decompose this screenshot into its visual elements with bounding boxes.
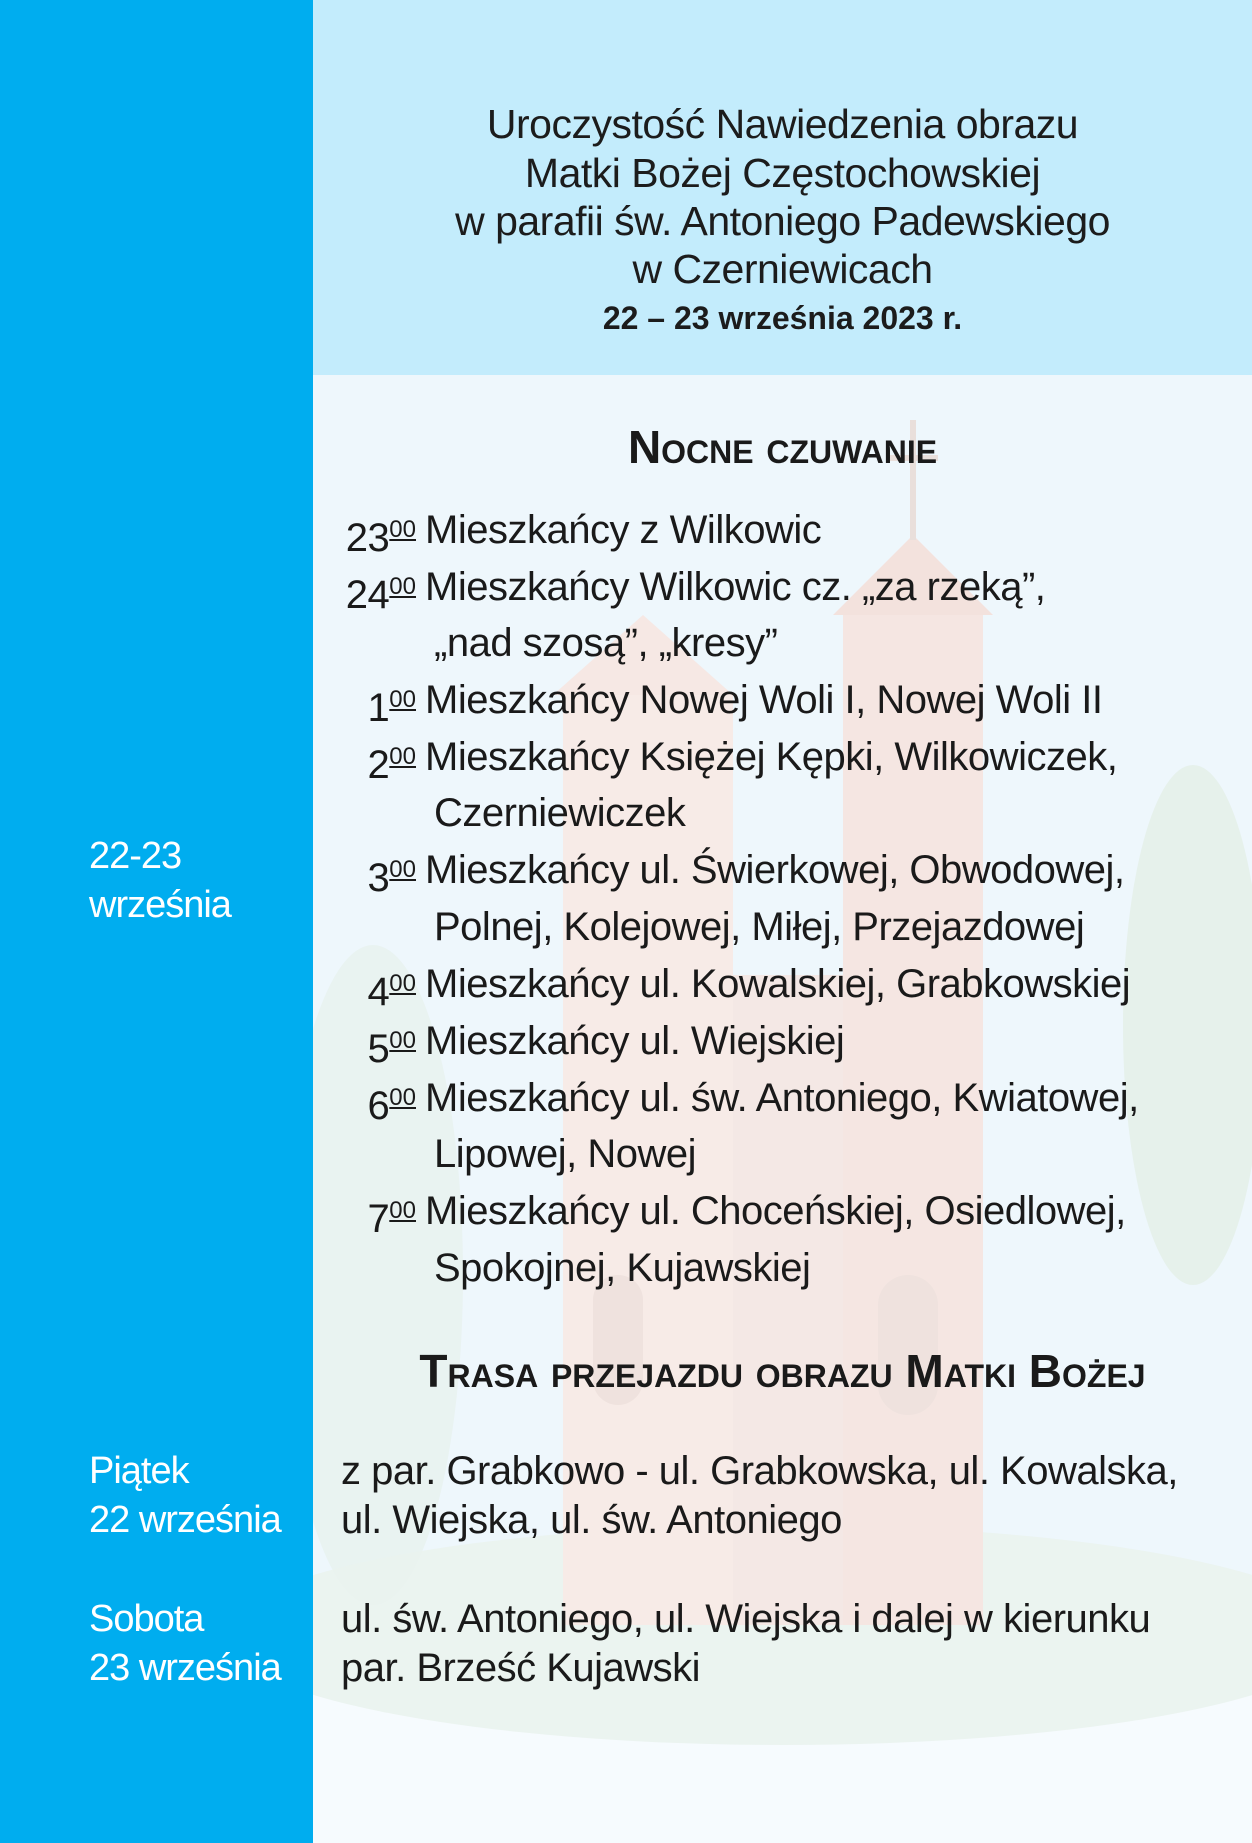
saturday-day: Sobota: [89, 1598, 204, 1640]
vigil-time: $3^{00}$: [367, 856, 416, 900]
header-date: 22 – 23 września 2023 r.: [602, 300, 963, 336]
vigil-item: [313, 502, 1252, 558]
route-saturday: [341, 1595, 1150, 1693]
vigil-text: Mieszkańcy ul. Choceńskiej, Osiedlowej,: [425, 1189, 1126, 1233]
vigil-time: $2^{00}$: [367, 743, 416, 787]
header-line-4: w Czerniewicach: [632, 246, 933, 292]
vigil-date-label: [89, 832, 231, 930]
saturday-date: 23 września: [89, 1647, 281, 1689]
header-line-3: w parafii św. Antoniego Padewskiego: [455, 198, 1110, 244]
vigil-time: $1^{00}$: [367, 686, 416, 730]
vigil-text: Mieszkańcy ul. Kowalskiej, Grabkowskiej: [425, 962, 1131, 1006]
vigil-text-continued: Polnej, Kolejowej, Miłej, Przejazdowej: [434, 905, 1085, 949]
vigil-item: [313, 1013, 1252, 1069]
vigil-text: Mieszkańcy Wilkowic cz. „za rzeką”,: [425, 565, 1046, 609]
vigil-text: Mieszkańcy ul. Wiejskiej: [425, 1019, 845, 1063]
header-line-1: Uroczystość Nawiedzenia obrazu: [486, 101, 1079, 147]
route-friday-line-2: ul. Wiejska, ul. św. Antoniego: [341, 1498, 842, 1542]
vigil-text: Mieszkańcy z Wilkowic: [425, 508, 822, 552]
vigil-text: Mieszkańcy Nowej Woli I, Nowej Woli II: [425, 678, 1103, 722]
vigil-text-continued: Spokojnej, Kujawskiej: [434, 1246, 811, 1290]
route-saturday-line-2: par. Brześć Kujawski: [341, 1646, 701, 1690]
vigil-text-continued: „nad szosą”, „kresy”: [434, 621, 778, 665]
vigil-time: $7^{00}$: [367, 1197, 416, 1241]
vigil-text-continued: Czerniewiczek: [434, 791, 686, 835]
header-line-2: Matki Bożej Częstochowskiej: [524, 150, 1041, 196]
vigil-item: [313, 956, 1252, 1012]
vigil-item: [313, 1183, 1252, 1239]
vigil-item: [313, 842, 1252, 898]
vigil-item: [313, 729, 1252, 785]
sidebar: [0, 0, 313, 1843]
header-band: [313, 0, 1252, 375]
vigil-title: Nocne czuwanie: [627, 421, 938, 473]
vigil-text: Mieszkańcy ul. Świerkowej, Obwodowej,: [425, 848, 1125, 892]
vigil-date-line-2: września: [89, 884, 231, 926]
vigil-text: Mieszkańcy Księżej Kępki, Wilkowiczek,: [425, 735, 1118, 779]
friday-label: [89, 1447, 281, 1545]
vigil-date-line-1: 22-23: [89, 835, 182, 877]
vigil-item: [313, 1070, 1252, 1126]
vigil-text-continued: Lipowej, Nowej: [434, 1132, 697, 1176]
route-saturday-line-1: ul. św. Antoniego, ul. Wiejska i dalej w kierunku: [341, 1597, 1151, 1641]
friday-day: Piątek: [89, 1450, 189, 1492]
vigil-text: Mieszkańcy ul. św. Antoniego, Kwiatowej,: [425, 1076, 1139, 1120]
vigil-time: $23^{00}$: [345, 516, 416, 560]
vigil-item: [313, 559, 1252, 615]
route-friday: [341, 1447, 1178, 1545]
vigil-time: $4^{00}$: [367, 970, 416, 1014]
vigil-time: $6^{00}$: [367, 1084, 416, 1128]
saturday-label: [89, 1595, 281, 1693]
vigil-item: [313, 672, 1252, 728]
friday-date: 22 września: [89, 1499, 281, 1541]
vigil-time: $5^{00}$: [367, 1027, 416, 1071]
vigil-time: $24^{00}$: [345, 573, 416, 617]
route-title: Trasa przejazdu obrazu Matki Bożej: [419, 1345, 1146, 1397]
route-friday-line-1: z par. Grabkowo - ul. Grabkowska, ul. Kowalska,: [341, 1449, 1178, 1493]
